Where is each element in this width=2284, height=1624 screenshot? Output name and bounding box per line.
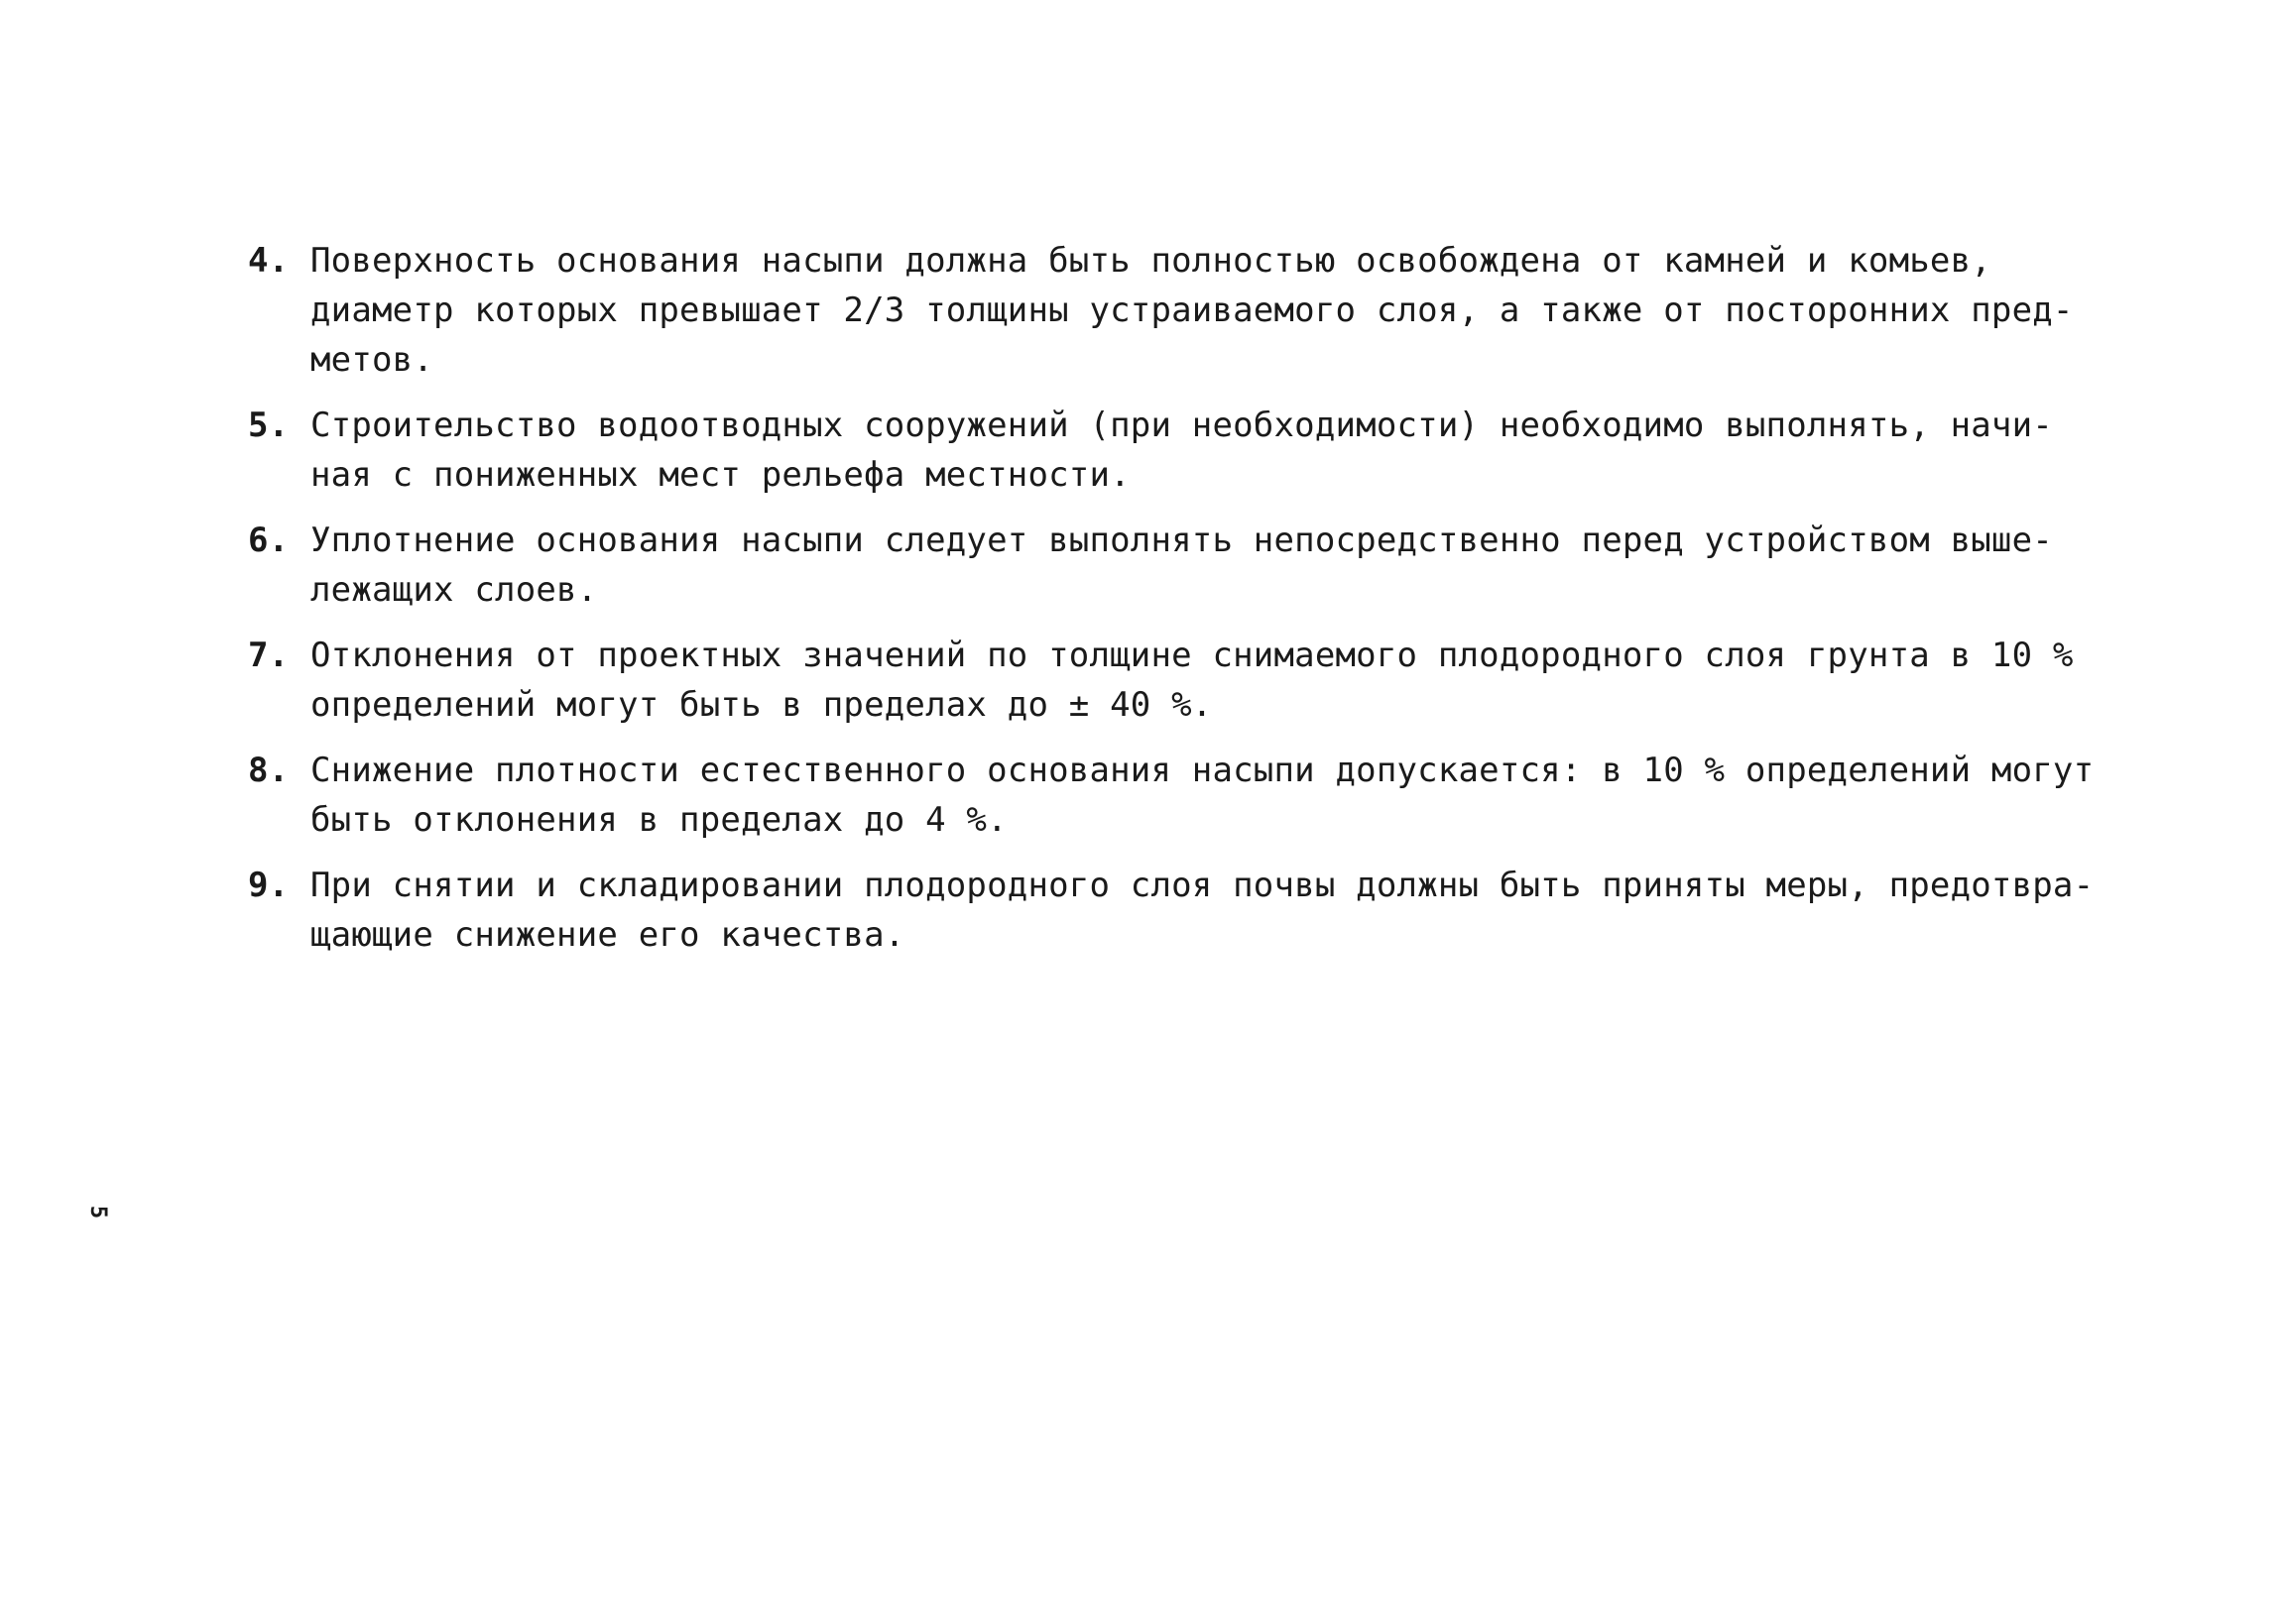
list-item [248,516,2053,615]
text-line: быть отклонения в пределах до 4 %. [310,800,1008,840]
item-number: 5. [248,406,290,445]
list-item [248,631,2074,730]
item-number: 9. [248,866,290,905]
text-line: Поверхность основания насыпи должна быть полностью освобождена от камней и комьев, [310,241,1991,281]
item-number: 4. [248,241,290,281]
text-line: диаметр которых превышает 2/3 толщины устраиваемого слоя, а также от посторонних пред- [310,290,2074,330]
list-item [248,746,2095,845]
item-text [310,861,2094,960]
list-item [248,401,2053,500]
text-line: Строительство водоотводных сооружений (при необходимости) необходимо выполнять, начи- [310,406,2053,445]
item-number: 8. [248,751,290,790]
list-item [248,861,2095,960]
item-text [310,516,2053,615]
item-number: 6. [248,521,290,560]
text-line: Уплотнение основания насыпи следует выполнять непосредственно перед устройством выше- [310,521,2053,560]
text-line: определений могут быть в пределах до ± 40 %. [310,685,1213,725]
item-text [310,746,2094,845]
item-text [310,401,2053,500]
text-line: При снятии и складировании плодородного слоя почвы должны быть приняты меры, предотвра- [310,866,2095,905]
item-text [310,236,2074,385]
item-text [310,631,2074,730]
text-line: Отклонения от проектных значений по толщине снимаемого плодородного слоя грунта в 10 % [310,636,2074,675]
page-number: 5 [85,1205,111,1219]
requirements-list [248,236,2095,976]
text-line: лежащих слоев. [310,570,598,610]
text-line: метов. [310,340,434,380]
list-item [248,236,2074,385]
text-line: Снижение плотности естественного основания насыпи допускается: в 10 % определений могут [310,751,2095,790]
text-line: ная с пониженных мест рельефа местности. [310,455,1131,495]
text-line: щающие снижение его качества. [310,915,905,955]
item-number: 7. [248,636,290,675]
